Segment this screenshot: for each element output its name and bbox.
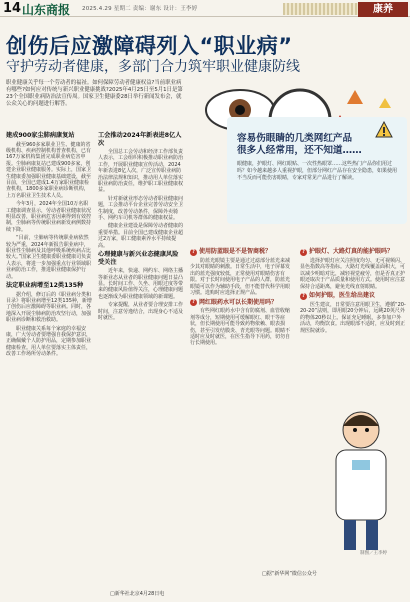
answer-paragraph: 选择护眼灯应关注照度均匀、无可视频闪、显色指数高等指标。大路灯光线覆盖面积大，可以减少明暗对比，减轻视觉疲劳，但是否真正护眼还取决于产品质量和使用方式。使用时应注意保持合适距离，避免光线直射眼睛。	[300, 258, 406, 290]
col1-paragraph: 据介绍，修订后的《职业病分类和目录》将职业病增至12类135种，新增了创伤后应激障碍等职业病。同时，各地深入开展尘肺病防治攻坚行动，加强职业病诊断和救治救助。	[6, 291, 92, 324]
date-line: 2025.4.29 星期二 责编：谢东 设计：王李婷	[82, 6, 198, 12]
callout-body: 眼健康，护眼灯、网红眼贴、一次性热眼罩……这些热门产品你们用过吗？如今越来越多人重视护眼，但部分网红产品存在安全隐患，如果使用不当反而可能伤害眼睛，专家对常见产品进行了解读。	[237, 161, 398, 181]
qa-column-left	[190, 246, 294, 586]
headline: 创伤后应激障碍列入“职业病”	[6, 34, 293, 58]
col1-paragraph: 职业健康关系每个家庭的幸福安康，广大劳动者要增强自我保护意识，正确佩戴个人防护用品，定期参加职业健康检查。用人单位要落实主体责任，改善工作场所劳动条件。	[6, 325, 92, 358]
answer-paragraph: 有些网红眼药水中含有防腐剂、血管收缩剂等成分，短期使用可缓解眼红、眼干等症状，但长期使用可能导致药物依赖、眼表损伤，甚至引发结膜炎、青光眼等问题。眼睛不适时应及时就医，在医生指导下用药，切勿自行长期使用。	[190, 308, 291, 347]
page-header	[0, 0, 410, 17]
question-heading: ? 护眼灯、大路灯真的能护眼吗？	[300, 249, 406, 256]
col2-paragraph: 全国总工会劳动和经济工作部负责人表示，工会组织积极推动职业病防治工作，开展职业健康宣传活动，2024年新表进8亿人次，广泛宣传职业病防治法律法规和知识，推动用人单位落实职业病防治责任，维护职工职业健康权益。	[98, 149, 184, 194]
callout-box	[227, 117, 407, 224]
col1-heading-1: 建成900家尘肺病康复站	[6, 132, 75, 139]
col1-heading-2: 法定职业病增至12类135种	[6, 282, 84, 290]
col2-heading-2: 心理健康与新兴业态健康风险受关注	[98, 251, 179, 266]
callout-title: 容易伤眼睛的几类网红产品 很多人经常用，还不知道……	[237, 133, 362, 156]
lead-paragraph: 职业健康关乎每一个劳动者的福祉。如何保障劳动者健康权益?当前职业病有哪些?如何应对传统与新兴职业健康挑战?2025年4月25日至5月1日是第23个全国职业病防治法宣传周。国家卫生健康委28日举行新闻发布会，就公众关心的问题进行解答。	[6, 80, 183, 107]
warning-icon	[375, 121, 393, 139]
col1-paragraph: 今年3月，2024年全国10万名职工健康调查显示，劳动者职业健康状况明显改善，职业病危害因素得到有效控制，尘肺病等传统职业病新发病例数持续下降。	[6, 201, 92, 233]
col2-paragraph: 针对新就业形态劳动者职业健康问题，工会推动平台企业完善劳动安全卫生制度，改善劳动条件，保障外卖骑手、网约车司机等群体的健康权益。	[98, 195, 184, 222]
article-column-1	[6, 130, 92, 590]
question-marker-icon: ?	[300, 293, 307, 300]
question-marker-icon: ?	[190, 299, 197, 306]
illustration-credit: 制图／王李婷	[360, 551, 387, 556]
section-label: 康养	[358, 2, 408, 17]
paper-name: 山东商报	[22, 3, 71, 17]
qa-source-credit: □据“新华网”微信公众号	[262, 571, 317, 577]
answer-paragraph: 防蓝光眼镜主要是通过过滤部分蓝光来减少其对眼睛的刺激。日常生活中，电子屏幕发出的蓝光强度较低，正常使用对眼睛伤害有限。对于长时间使用电子产品的人群，防蓝光眼镜可以作为辅助手段，但不能替代科学用眼习惯。选购时应选择正规产品。	[190, 258, 291, 297]
header-decor-band	[283, 3, 358, 15]
page-number: 14	[3, 1, 22, 16]
col1-paragraph: 截至960多家职业卫生、健康的省级机构、疾病控制机构普查机构，已有167万家机构集团完成职业病危害申报。尘肺病康复站已建成900多家，创建企业职业健康服务。实际上，国家卫生健康委加强职业健康基础建设，截至目前，全国已建成1.4万家职业健康检查机构，1800多家职业病诊断机构，上万名职业卫生技术人员。	[6, 141, 92, 199]
col2-paragraph: 专家提醒，从业者要合理安排工作时间，注意劳逸结合，出现身心不适及时就医。	[98, 302, 184, 321]
col2-heading-1: 工会推动2024年新表进8亿人次	[98, 132, 182, 147]
article-column-2	[98, 130, 184, 592]
col2-paragraph: 健康企业建设是保障劳动者健康的重要举措。目前全国已建成健康企业超过2万家，职工健康素养水平持续提高。	[98, 223, 184, 249]
col2-paragraph: 近年来，快递、网约车、网络主播等新业态从业者的职业健康问题日益凸显。长时间工作、久坐、用眼过度等带来的健康风险值得关注，心理健康问题也逐渐成为职业健康领域的新课题。	[98, 268, 184, 300]
answer-paragraph: 医生建议，日常要注意用眼卫生，遵循“20-20-20”法则，即用眼20分钟后，远眺20英尺外的物体20秒以上。保证充足睡眠，多参加户外活动，均衡饮食。出现眼部不适时，应及时到正规医院就诊。	[300, 302, 406, 334]
question-marker-icon: ?	[300, 249, 307, 256]
subheadline: 守护劳动者健康，多部门合力筑牢职业健康防线	[6, 59, 300, 75]
col1-paragraph: “目前，尘肺病等传统职业病依然较为严重，2024年新报告职业病中，职业性尘肺病及其他呼吸系统疾病占比较大。”国家卫生健康委职业健康司负责人表示，将进一步加强重点行业领域职业病防治工作，推进职业健康保护行动。	[6, 235, 92, 280]
question-heading: ? 如何护眼，医生给出建议	[300, 293, 406, 300]
doctor-cartoon-illustration	[314, 400, 408, 558]
question-marker-icon: ?	[190, 249, 197, 256]
article-source: □新华社北京4月28日电	[110, 591, 165, 597]
question-heading: ? 网红眼药水可以长期使用吗？	[190, 299, 294, 306]
question-heading: ? 使用防蓝眼是不是智商税？	[190, 249, 294, 256]
